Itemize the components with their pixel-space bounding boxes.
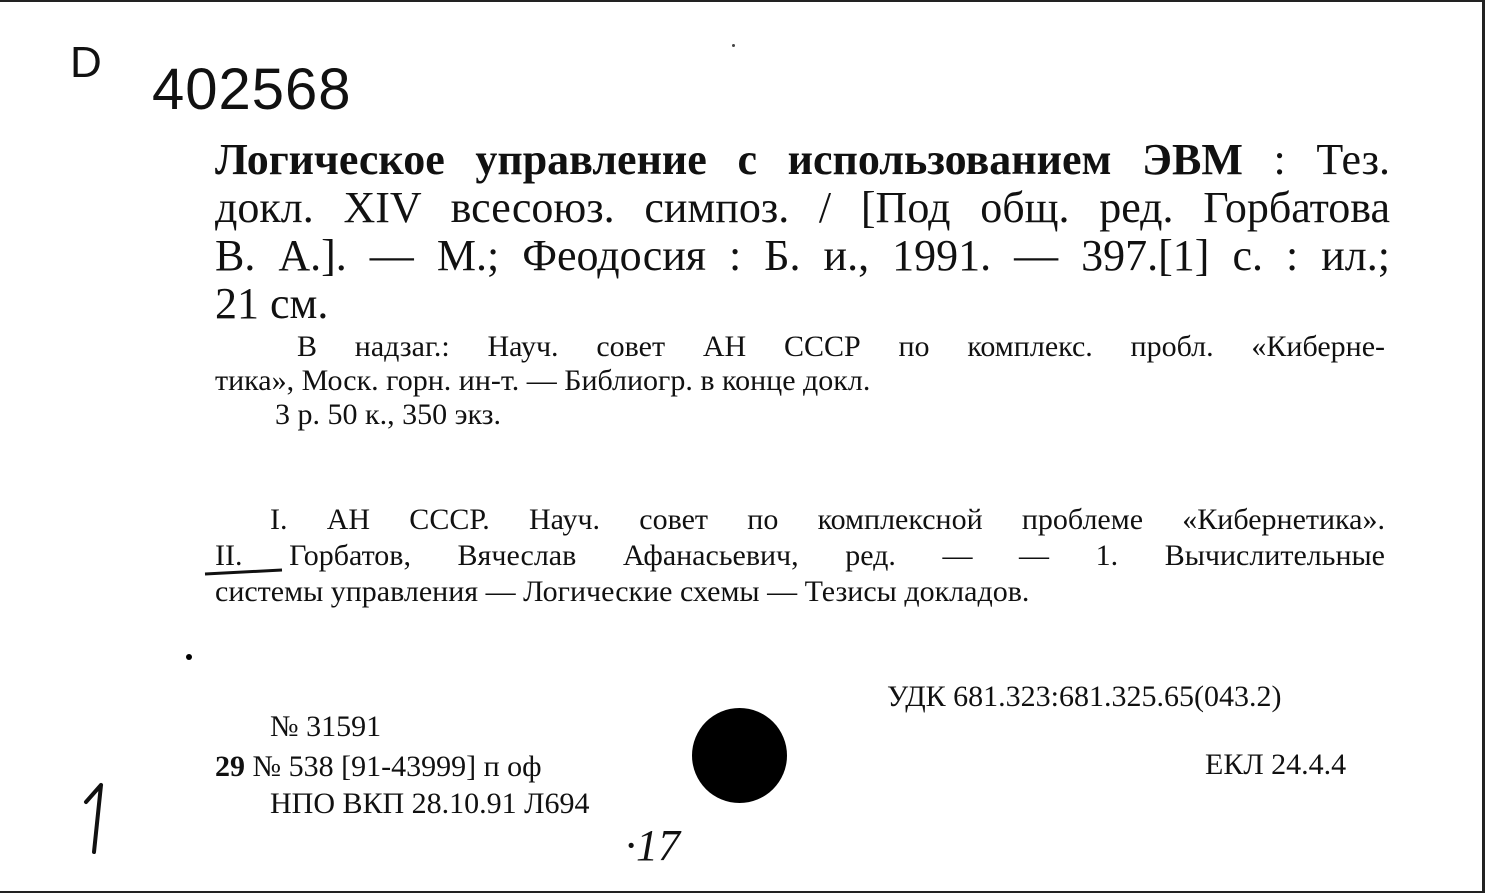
pen-marks	[0, 2, 1485, 895]
udk-code: УДК 681.323:681.325.65(043.2)	[887, 680, 1282, 713]
record-number: № 31591	[270, 710, 382, 743]
printer-line: НПО ВКП 28.10.91 Л694	[270, 787, 590, 820]
ekl-code: ЕКЛ 24.4.4	[1205, 748, 1347, 781]
description-line-1: Логическое управление с использованием ЭВМ : Тез.	[215, 135, 1391, 184]
tracing-underline	[205, 570, 282, 574]
price-and-run: 3 р. 50 к., 350 экз.	[275, 398, 501, 431]
tracing-line-3: системы управления — Логические схемы — Тезисы докладов.	[215, 575, 1030, 608]
note-line-1: В надзаг.: Науч. совет АН СССР по комплекс. пробл. «Киберне-	[297, 330, 1385, 363]
handwritten-mark: D	[70, 38, 102, 87]
note-line-2: тика», Моск. горн. ин-т. — Библиогр. в конце докл.	[215, 364, 871, 397]
title: Логическое управление с использованием ЭВМ	[215, 135, 1243, 184]
description-line-2: докл. XIV всесоюз. симпоз. / [Под общ. ред. Горбатова	[215, 183, 1390, 232]
tracing-line-2: II. Горбатов, Вячеслав Афанасьевич, ред. — — 1. Вычислительные	[215, 539, 1385, 572]
order-line: 29 № 538 [91-43999] п оф	[215, 750, 542, 783]
card-number: 402568	[152, 57, 352, 122]
tracing-line-1: I. АН СССР. Науч. совет по комплексной проблеме «Кибернетика».	[270, 503, 1385, 536]
description-line-4: 21 см.	[215, 279, 329, 328]
description-line-3: В. А.]. — М.; Феодосия : Б. и., 1991. — 397.[1] с. : ил.;	[215, 231, 1390, 280]
handwritten-page-mark: ·17	[625, 821, 680, 870]
handwritten-stroke-icon	[86, 785, 101, 852]
